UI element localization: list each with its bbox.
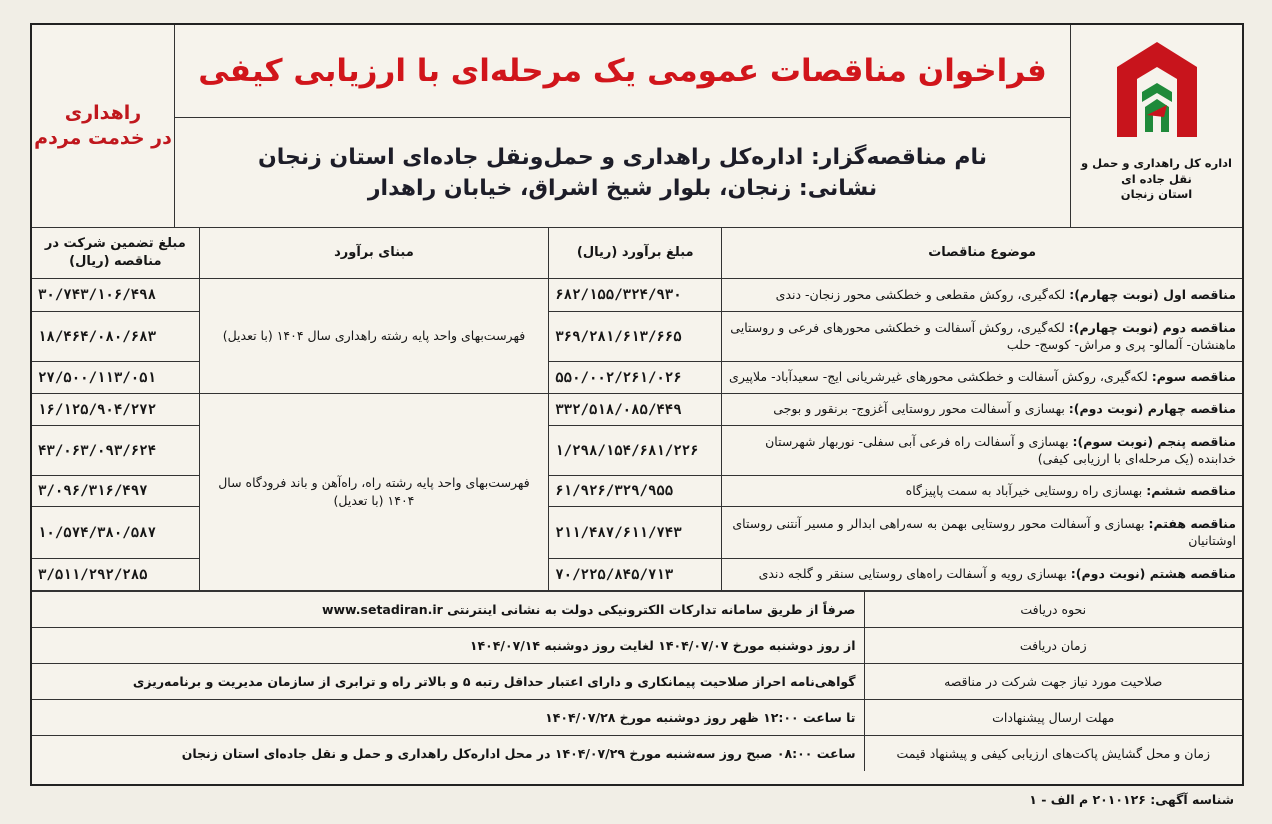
tender-subject [722, 426, 1242, 476]
tender-label: مناقصه دوم (نوبت چهارم): [1068, 319, 1236, 335]
info-row [32, 592, 1242, 628]
info-label: زمان دریافت [864, 628, 1242, 664]
tender-guarantee: ۳۰/۷۴۳/۱۰۶/۴۹۸ [32, 279, 199, 312]
info-row [32, 664, 1242, 700]
organization-name-line2: استان زنجان [1120, 187, 1193, 202]
title-row [175, 25, 1070, 118]
tender-text: بهسازی و آسفالت محور روستایی بهمن به سه‌راهی ابدالر و مسیر آنتنی روستای اوشتانیان [732, 515, 1236, 548]
tender-label: مناقصه ششم: [1146, 482, 1236, 498]
notice-title: فراخوان مناقصات عمومی یک مرحله‌ای با ارزیابی کیفی [198, 53, 1047, 89]
notice-header [32, 25, 1242, 228]
tender-text: بهسازی و آسفالت محور روستایی آغزوج- برنقور و بوجی [773, 401, 1069, 417]
tender-estimate: ۳۶۹/۲۸۱/۶۱۳/۶۶۵ [549, 312, 722, 362]
tender-estimate: ۲۱۱/۴۸۷/۶۱۱/۷۴۳ [549, 507, 722, 559]
tender-basis-2: فهرست‌بهای واحد پایه رشته راه، راه‌آهن و باند فرودگاه سال ۱۴۰۴ (با تعدیل) [199, 394, 549, 591]
tender-guarantee: ۱۸/۴۶۴/۰۸۰/۶۸۳ [32, 312, 199, 362]
tender-guarantee: ۲۷/۵۰۰/۱۱۳/۰۵۱ [32, 362, 199, 394]
table-row [32, 279, 1242, 312]
tender-guarantee: ۱۰/۵۷۴/۳۸۰/۵۸۷ [32, 507, 199, 559]
info-row [32, 628, 1242, 664]
info-value: از روز دوشنبه مورخ ۱۴۰۴/۰۷/۰۷ لغایت روز دوشنبه ۱۴۰۴/۰۷/۱۴ [32, 628, 864, 664]
tender-text: لکه‌گیری، روکش مقطعی و خطکشی محور زنجان- دندی [775, 286, 1070, 302]
tender-text: لکه‌گیری، روکش آسفالت و خطکشی محورهای غیرشریانی ایج- سعیدآباد- ملاپیری [729, 369, 1152, 385]
tender-label: مناقصه پنجم (نوبت سوم): [1072, 433, 1236, 449]
rahdari-logo-icon [1107, 37, 1207, 142]
info-row [32, 700, 1242, 736]
tender-subject [722, 559, 1242, 591]
tender-basis-1: فهرست‌بهای واحد پایه رشته راهداری سال ۱۴۰۴ (با تعدیل) [199, 279, 549, 394]
tender-subject [722, 279, 1242, 312]
tender-label: مناقصه هفتم: [1148, 515, 1236, 531]
tender-subject [722, 312, 1242, 362]
info-value: ساعت ۰۸:۰۰ صبح روز سه‌شنبه مورخ ۱۴۰۴/۰۷/۲۹ در محل اداره‌کل راهداری و حمل و نقل جاده‌ای استان زنجان [32, 736, 864, 772]
info-label: نحوه دریافت [864, 592, 1242, 628]
table-row [32, 394, 1242, 426]
tender-guarantee: ۳/۰۹۶/۳۱۶/۴۹۷ [32, 476, 199, 507]
info-table [32, 591, 1242, 771]
header-guarantee: مبلغ تضمین شرکت در مناقصه (ریال) [32, 228, 199, 279]
organization-name [1071, 156, 1242, 203]
tenderer-info [175, 118, 1070, 227]
tender-text: بهسازی رویه و آسفالت راه‌های روستایی سنقر و گلجه دندی [758, 566, 1071, 582]
tender-subject [722, 394, 1242, 426]
tender-estimate: ۵۵۰/۰۰۲/۲۶۱/۰۲۶ [549, 362, 722, 394]
info-label: صلاحیت مورد نیاز جهت شرکت در مناقصه [864, 664, 1242, 700]
tender-subject [722, 362, 1242, 394]
slogan-line1: راهداری [64, 102, 142, 125]
tenders-table [32, 228, 1242, 591]
tender-subject [722, 507, 1242, 559]
tender-estimate: ۷۰/۲۲۵/۸۴۵/۷۱۳ [549, 559, 722, 591]
tender-guarantee: ۴۳/۰۶۳/۰۹۳/۶۲۴ [32, 426, 199, 476]
header-basis: مبنای برآورد [199, 228, 549, 279]
tender-label: مناقصه چهارم (نوبت دوم): [1068, 401, 1236, 417]
tender-text: بهسازی راه روستایی خیرآباد به سمت پاپیزگاه [905, 482, 1147, 498]
info-row [32, 736, 1242, 772]
title-block [174, 25, 1070, 227]
tender-subject [722, 476, 1242, 507]
tender-guarantee: ۳/۵۱۱/۲۹۲/۲۸۵ [32, 559, 199, 591]
tenderer-name: نام مناقصه‌گزار: اداره‌کل راهداری و حمل‌ونقل جاده‌ای استان زنجان [257, 144, 988, 170]
info-value: گواهی‌نامه احراز صلاحیت پیمانکاری و دارای اعتبار حداقل رتبه ۵ و بالاتر راه و ترابری از سازمان مدیریت و برنامه‌ریزی [32, 664, 864, 700]
tenderer-address: نشانی: زنجان، بلوار شیخ اشراق، خیابان راهدار [367, 175, 878, 201]
tender-label: مناقصه هشتم (نوبت دوم): [1070, 566, 1236, 582]
slogan-cell [32, 25, 174, 227]
tender-estimate: ۳۳۲/۵۱۸/۰۸۵/۴۴۹ [549, 394, 722, 426]
slogan-line2: در خدمت مردم [34, 127, 172, 149]
tender-label: مناقصه اول (نوبت چهارم): [1069, 286, 1236, 302]
header-subject: موضوع مناقصات [722, 228, 1242, 279]
tender-guarantee: ۱۶/۱۲۵/۹۰۴/۲۷۲ [32, 394, 199, 426]
notice-frame [30, 23, 1244, 786]
header-estimate: مبلغ برآورد (ریال) [549, 228, 722, 279]
info-label: مهلت ارسال پیشنهادات [864, 700, 1242, 736]
organization-name-line1: اداره کل راهداری و حمل و نقل جاده ای [1080, 156, 1232, 186]
logo-cell [1070, 25, 1242, 227]
ad-id: شناسه آگهی: ۲۰۱۰۱۲۶ م الف - ۱ [1029, 792, 1234, 807]
tender-label: مناقصه سوم: [1151, 369, 1236, 385]
tender-estimate: ۱/۲۹۸/۱۵۴/۶۸۱/۲۲۶ [549, 426, 722, 476]
info-label: زمان و محل گشایش پاکت‌های ارزیابی کیفی و پیشنهاد قیمت [864, 736, 1242, 772]
tender-text: بهسازی و آسفالت راه فرعی آبی سفلی- نوربهار شهرستان خدابنده (یک مرحله‌ای با ارزیابی کیفی) [765, 433, 1236, 466]
tender-estimate: ۶۱/۹۲۶/۳۲۹/۹۵۵ [549, 476, 722, 507]
info-value: صرفاً از طریق سامانه تدارکات الکترونیکی دولت به نشانی اینترنتی www.setadiran.ir [32, 592, 864, 628]
tender-estimate: ۶۸۲/۱۵۵/۳۲۴/۹۳۰ [549, 279, 722, 312]
tender-text: لکه‌گیری، روکش آسفالت و خطکشی محورهای فرعی و روستایی ماهنشان- آلمالو- پری و مراش- کوسج- حلب [730, 319, 1236, 352]
info-value: تا ساعت ۱۲:۰۰ ظهر روز دوشنبه مورخ ۱۴۰۴/۰۷/۲۸ [32, 700, 864, 736]
tenders-header-row [32, 228, 1242, 279]
